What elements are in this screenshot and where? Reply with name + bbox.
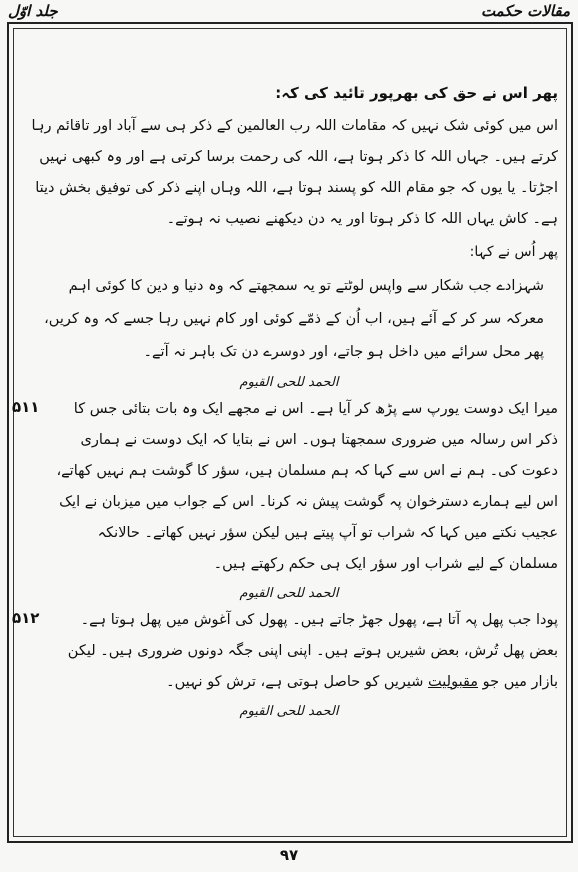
entry-text-underlined: مقبولیت [428,674,479,690]
closing-signature: الحمد للحی القیوم [239,375,339,390]
entry-number: ۵۱۲ [12,609,40,627]
entry-text-lead: پودا جب پھل پہ آتا ہے، پھول جھڑ جاتے ہیں۔ پھول کی آغوش میں پھل ہوتا ہے۔ بعض پھل تُرش، بعض شیریں ہوتے ہیں۔ اپنی اپنی جگہ دونوں ضروری ہیں۔ لیکن بازار میں جو [67,612,558,690]
entry-signature: الحمد للحی القیوم [239,704,339,719]
book-title: مقالات حکمت [480,2,570,20]
section-heading: پھر اس نے حق کی بھرپور تائید کی کہ: [275,84,558,102]
volume-label: جلد اوّل [8,2,58,20]
paragraph-1: اس میں کوئی شک نہیں کہ مقامات اللہ رب العالمین کے ذکر ہی سے آباد اور تاقائم رہا کرتے ہیں۔ جہاں اللہ کا ذکر ہوتا ہے، اللہ کی رحمت برسا کرتی ہے اور وہ کبھی نہیں اجڑتا۔ یا یوں کہ جو مقام اللہ کو پسند ہوتا ہے، اللہ وہاں اپنے ذکر کی توفیق بخش دیتا ہے۔ کاش یہاں اللہ کا ذکر ہوتا اور یہ دن دیکھنے نصیب نہ ہوتے۔ [31,118,558,227]
quote-block: شہزادے جب شکار سے واپس لوٹتے تو یہ سمجھتے کہ وہ دنیا و دین کا کوئی اہم معرکہ سر کر کے آئے ہیں، اب اُن کے ذمّے کوئی اور کام نہیں رہا جسے کہ وہ کریں، پھر محل سرائے میں داخل ہو جاتے، اور دوسرے دن تک باہر نہ آتے۔ [44,278,544,360]
quote-intro: پھر اُس نے کہا: [469,244,558,260]
entry-signature: الحمد للحی القیوم [239,586,339,601]
entry-text-tail: شیریں کو حاصل ہوتی ہے، ترش کو نہیں۔ [166,674,424,690]
entry-text: میرا ایک دوست یورپ سے پڑھ کر آیا ہے۔ اس نے مجھے ایک وہ بات بتائی جس کا ذکر اس رسالہ میں ضروری سمجھتا ہوں۔ اس نے بتایا کہ ایک دوست نے ہماری دعوت کی۔ ہم نے اس سے کہا کہ ہم مسلمان ہیں، سؤر کا گوشت ہم نہیں کھاتے، اس لیے ہمارے دسترخوان پہ گوشت پیش نہ کرنا۔ اس کے جواب میں میزبان نے ایک عجیب نکتے میں کہا کہ شراب تو آپ پیتے ہیں لیکن سؤر نہیں کھاتے۔ حالانکہ مسلمان کے لیے شراب اور سؤر ایک ہی حکم رکھتے ہیں۔ [56,401,558,572]
entry-512 [12,605,558,719]
entry-511 [12,394,558,601]
page-body [12,78,558,723]
running-header [8,2,570,24]
entry-text [50,605,558,698]
entry-number: ۵۱۱ [12,398,40,416]
page-number: ۹۷ [279,846,299,864]
